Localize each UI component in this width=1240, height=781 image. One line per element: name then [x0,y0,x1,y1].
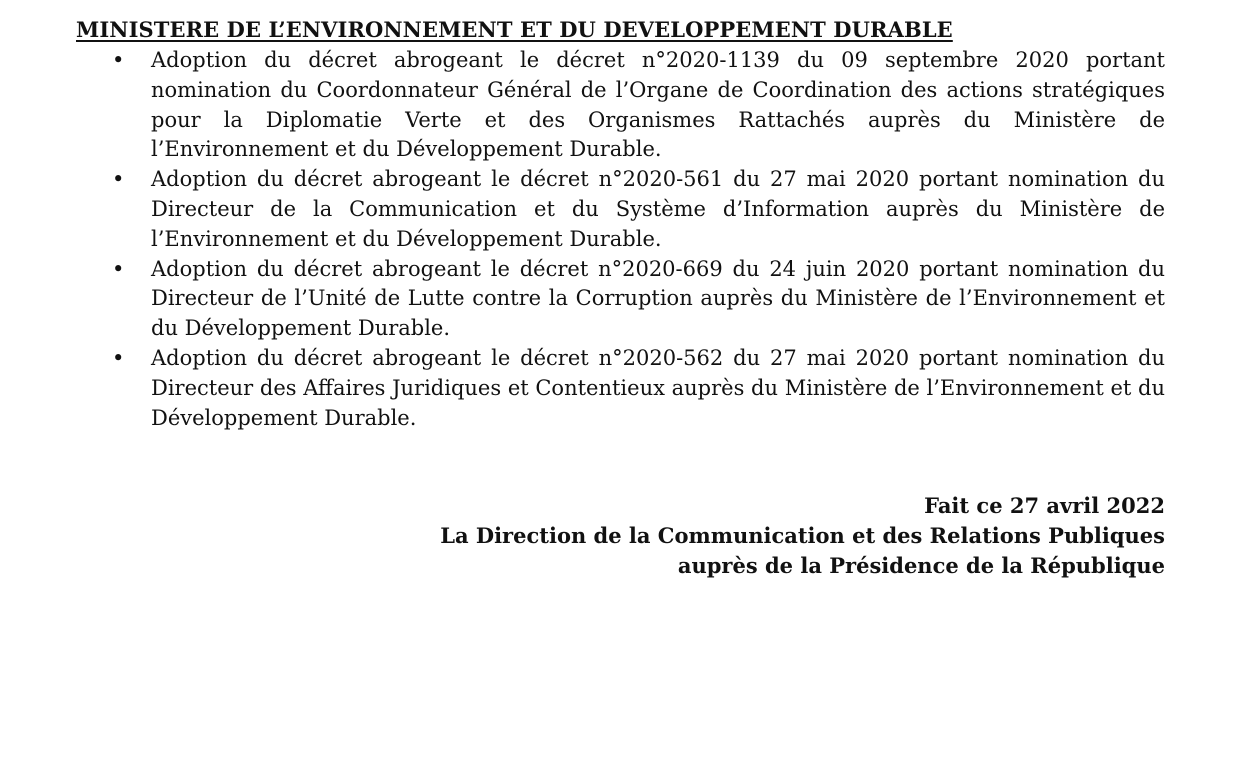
decree-text: Adoption du décret abrogeant le décret n°2020-561 du 27 mai 2020 portant nomination du Directeur de la Communication et du Système d’Information auprès du Ministère de l’Environnement et du Développement Durable. [151,167,1165,251]
decree-text: Adoption du décret abrogeant le décret n°2020-562 du 27 mai 2020 portant nomination du Directeur des Affaires Juridiques et Contentieux auprès du Ministère de l’Environnement et du Développement Durable. [151,345,1165,430]
section-title: MINISTERE DE L’ENVIRONNEMENT ET DU DEVELOPPEMENT DURABLE [76,17,953,42]
decree-item-3 [110,255,1165,344]
decree-item-4 [110,344,1165,433]
bullet-marker: • [112,256,125,281]
signature-authority: La Direction de la Communication et des Relations Publiques [440,523,1165,548]
bullet-marker: • [112,345,125,370]
decree-text: Adoption du décret abrogeant le décret n°2020-1139 du 09 septembre 2020 portant nomination du Coordonnateur Général de l’Organe de Coordination des actions stratégiques pour la Diplomatie Verte et des Organismes Rattachés auprès du Ministère de l’Environnement et du Développement Durable. [151,48,1165,162]
decree-item-1 [110,46,1165,165]
decree-text: Adoption du décret abrogeant le décret n°2020-669 du 24 juin 2020 portant nomination du Directeur de l’Unité de Lutte contre la Corruption auprès du Ministère de l’Environnement et du Développement Durable. [151,256,1165,341]
signature-date: Fait ce 27 avril 2022 [924,493,1165,518]
decree-item-2 [110,165,1165,254]
signature-block [440,491,1165,581]
bullet-marker: • [112,48,125,72]
signature-institution: auprès de la Présidence de la République [677,553,1165,578]
decree-list [110,46,1165,433]
bullet-marker: • [112,167,125,192]
